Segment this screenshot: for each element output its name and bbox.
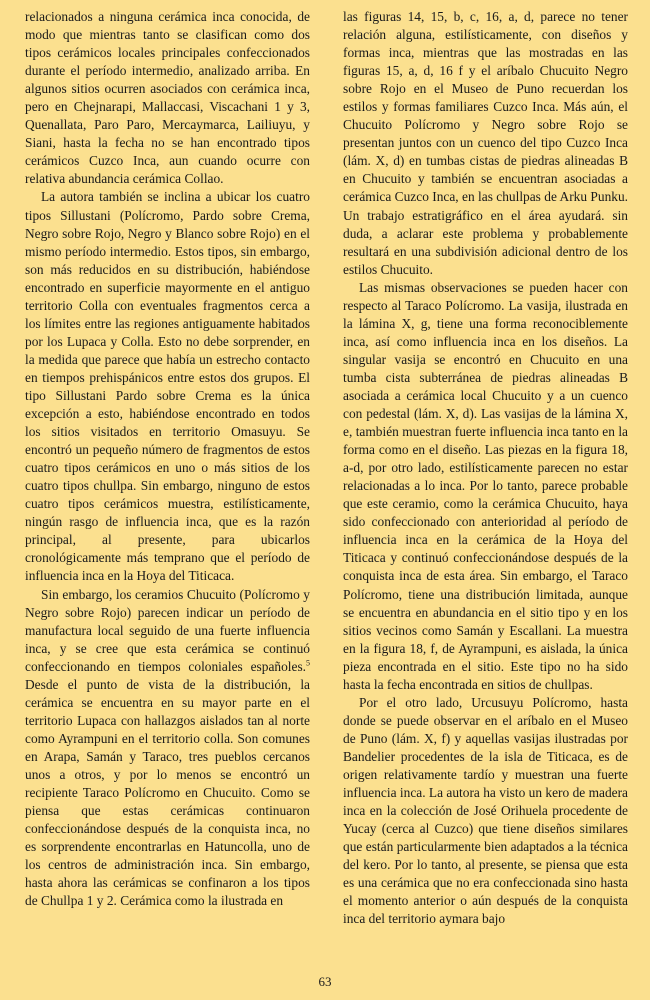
paragraph-text: Sin embargo, los ceramios Chucuito (Polícromo y Negro sobre Rojo) parecen indicar un período de manufactura local seguido de una fuerte influencia inca, y se cree que esta cerámica se continuó confeccionando en tiempos coloniales españoles. xyxy=(25,586,310,674)
paragraph: relacionados a ninguna cerámica inca conocida, de modo que mientras tanto se clasifican como dos tipos cerámicos locales principales confeccionados durante el período intermedio, analizado arriba. En algunos sitios ocurren asociados con cerámica inca, pero en Chejnarapi, Mallaccasi, Viscachani 1 y 3, Quenallata, Paro Paro, Mercaymarca, Lailiuyu, y Siani, hasta la fecha no se han encontrado tipos cerámicos Cuzco Inca, aun cuando ocurre con relativa abundancia cerámica Collao. xyxy=(25,9,310,187)
paragraph: Por el otro lado, Urcusuyu Polícromo, hasta donde se puede observar en el aríbalo en el Museo de Puno (lám. X, f) y aquellas vasijas ilustradas por Bandelier procedentes de la isla de Titicaca, es de origen relativamente tardío y muestran una fuerte influencia inca. La autora ha visto un kero de madera inca en la colección de José Orihuela procedente de Yucay (cerca al Cuzco) que tiene diseños similares que están particularmente bien adaptados a la técnica del kero. Por lo tanto, al presente, se piensa que esta es una cerámica que no era confeccionada sino hasta el momento anterior o aún después de la conquista inca del territorio aymara bajo xyxy=(343,694,628,927)
left-column xyxy=(25,8,310,910)
paragraph xyxy=(25,586,310,911)
page-number: 63 xyxy=(318,974,332,989)
paragraph: La autora también se inclina a ubicar los cuatro tipos Sillustani (Polícromo, Pardo sobre Crema, Negro sobre Rojo, Negro y Blanco sobre Rojo) en el mismo período intermedio. Estos tipos, sin embargo, son más reducidos en su distribución, habiéndose encontrado en superficie mayormente en el antiguo territorio Colla con eventuales fragmentos cerca a los límites entre las regiones antiguamente habitados por los Lupaca y Colla. Esto no debe sorprender, en la medida que parece que había un estrecho contacto en tiempos prehispánicos entre estos dos grupos. El tipo Sillustani Pardo sobre Crema es la única excepción a esto, habiéndose encontrado en todos los sitios visitados en territorio Omasuyu. Se encontró un pequeño número de fragmentos de estos cuatro tipos cerámicos en uno o más sitios de los cuatro tipos chullpa. Sin embargo, ninguno de estos cuatro tipos cerámicos muestra, estilísticamente, ningún rasgo de influencia inca, que es la razón principal, al presente, para ubicarlos cronológicamente más temprano que el período de influencia inca en la Hoya del Titicaca. xyxy=(25,189,310,584)
right-column xyxy=(343,8,628,928)
paragraph-text: Desde el punto de vista de la distribución, la cerámica se encuentra en su mayor parte en el territorio Lupaca con hallazgos aislados tan al norte como Ayrampuni en el territorio colla. Son comunes en Arapa, Samán y Taraco, tres pueblos cercanos unos a otros, y por lo menos se encontró un recipiente Taraco Polícromo en Chucuito. Como se piensa que estas cerámicas continuaron confeccionándose después de la conquista inca, no es sorprendente encontrarlas en Hatuncolla, uno de los centros de administración inca. Sin embargo, hasta ahora las cerámicas se confinaron a los tipos de Chullpa 1 y 2. Cerámica como la ilustrada en xyxy=(25,676,310,909)
paragraph: las figuras 14, 15, b, c, 16, a, d, parece no tener relación alguna, estilísticamente, con diseños y formas inca, mientras que las mostradas en las figuras 15, a, d, 16 f y el aríbalo Chucuito Negro sobre Rojo en el Museo de Puno recuerdan los estilos y formas familiares Cuzco Inca. Más aún, el Chucuito Polícromo y Negro sobre Rojo se presentan juntos con un cuenco del tipo Cuzco Inca (lám. X, d) en tumbas cistas de piedras alineadas B en Chucuito y también se encuentran asociadas a cerámica Cuzco Inca, en las chullpas de Arku Punku. Un trabajo estratigráfico en el área ayudará. sin duda, a aclarar este problema y probablemente resultará en una subdivisión adicional dentro de los estilos Chucuito. xyxy=(343,9,628,277)
footnote-marker[interactable]: 5 xyxy=(306,658,310,668)
paragraph: Las mismas observaciones se pueden hacer con respecto al Taraco Polícromo. La vasija, ilustrada en la lámina X, g, tiene una forma reconociblemente inca, así como influencia inca en los diseños. La singular vasija se encontró en Chucuito en una tumba cista subterránea de piedras alineadas B asociada a cerámica local Chucuito y a un cuenco con pedestal (lám. X, d). Las vasijas de la lámina X, e, también muestran fuerte influencia inca tanto en la forma como en el diseño. Las piezas en la figura 18, a-d, por otro lado, estilísticamente parecen no estar relacionadas a lo inca. Por lo tanto, parece probable que este ceramio, como la cerámica Chucuito, haya sido confeccionado con anterioridad al período de influencia inca en la cerámica de la Hoya del Titicaca y continuó confeccionándose después de la conquista inca de esta área. Sin embargo, el Taraco Polícromo, tiene una distribución limitada, aunque se encuentra en abundancia en el sitio tipo y en los sitios vecinos como Samán y Escallani. La muestra en la figura 18, f, de Ayrampuni, es aislada, la única pieza encontrada en el sitio. Este tipo no ha sido hasta la fecha encontrada en sitios de chullpas. xyxy=(343,279,628,692)
